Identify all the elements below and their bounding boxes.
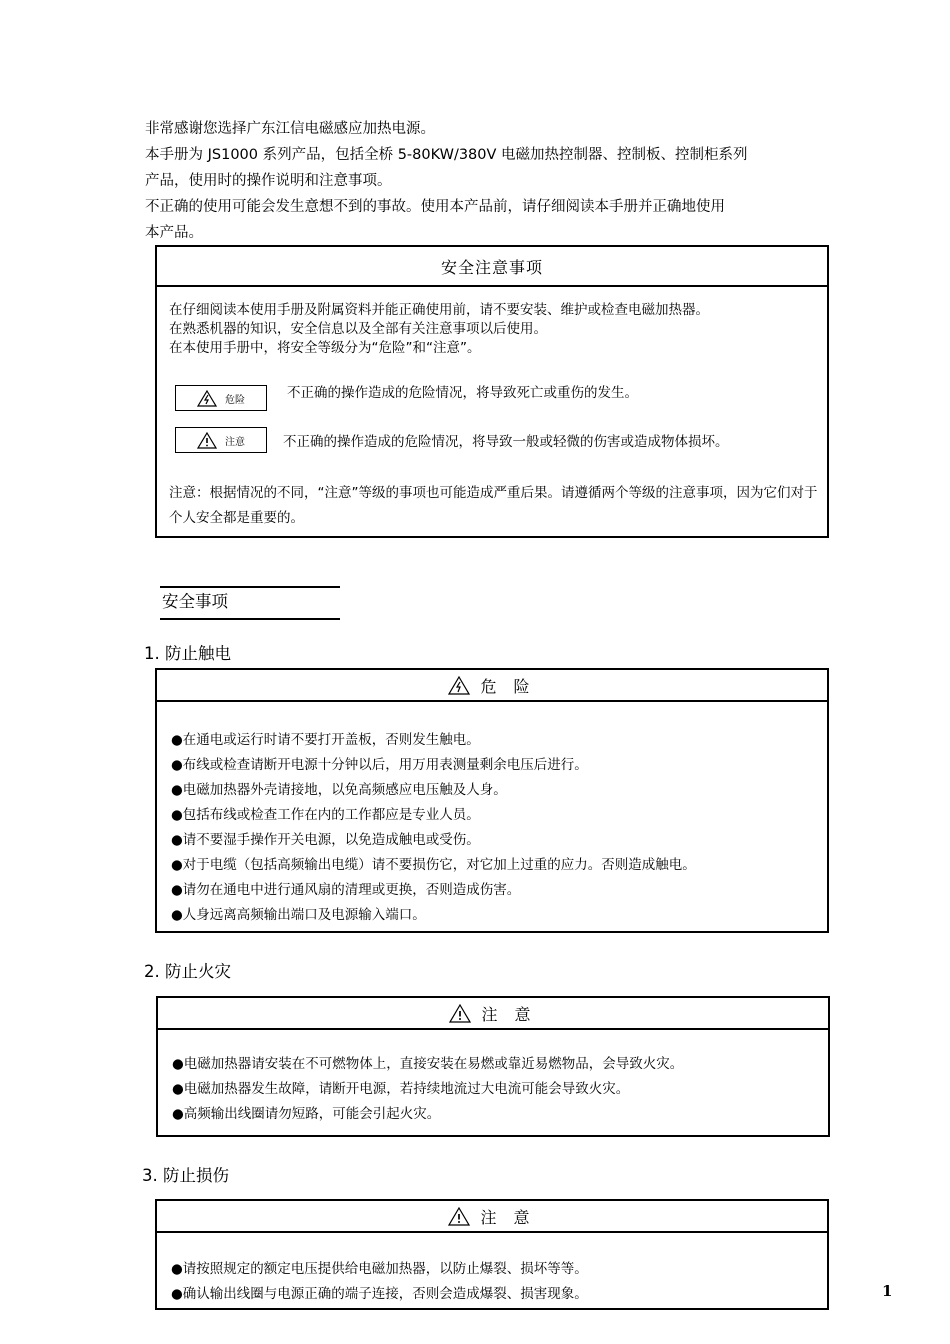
caution-box-title: [158, 998, 828, 1030]
list-item: ●确认输出线圈与电源正确的端子连接，否则会造成爆裂、损害现象。: [171, 1286, 588, 1302]
caution-box-fire: [156, 996, 830, 1137]
danger-box-title-text: 危 险: [480, 676, 536, 696]
list-item: ●在通电或运行时请不要打开盖板，否则发生触电。: [171, 732, 480, 748]
caution-level-row: [175, 427, 729, 453]
intro-text: [145, 116, 825, 246]
safety-notice-title: 安全注意事项: [157, 247, 827, 287]
intro-line: 非常感谢您选择广东江信电磁感应加热电源。: [145, 121, 435, 137]
notice-footer: 注意：根据情况的不同，“注意”等级的事项也可能造成严重后果。请遵循两个等级的注意事项，因为它们对于个人安全都是重要的。: [169, 485, 818, 526]
danger-description: 不正确的操作造成的危险情况，将导致死亡或重伤的发生。: [287, 385, 638, 401]
safety-notice-box: [155, 245, 829, 538]
fire-precautions-list: [158, 1052, 828, 1127]
caution-badge-label: 注意: [225, 436, 245, 448]
list-item: ●人身远离高频输出端口及电源输入端口。: [171, 907, 426, 923]
subsection-heading-shock: 1. 防止触电: [144, 644, 231, 663]
intro-line: 本产品。: [145, 225, 203, 241]
list-item: ●请勿在通电中进行通风扇的清理或更换，否则造成伤害。: [171, 882, 521, 898]
danger-level-row: [175, 385, 638, 411]
list-item: ●对于电缆（包括高频输出电缆）请不要损伤它，对它加上过重的应力。否则造成触电。: [171, 857, 696, 873]
warning-icon: [448, 1207, 470, 1226]
caution-box-title: [157, 1201, 827, 1233]
list-item: ●请不要湿手操作开关电源，以免造成触电或受伤。: [171, 832, 480, 848]
shock-precautions-list: [157, 728, 827, 928]
danger-box-title: [157, 670, 827, 702]
notice-line: 在仔细阅读本使用手册及附属资料并能正确使用前，请不要安装、维护或检查电磁加热器。: [169, 302, 709, 318]
subsection-heading-fire: 2. 防止火灾: [144, 962, 231, 981]
notice-line: 在熟悉机器的知识，安全信息以及全部有关注意事项以后使用。: [169, 321, 547, 337]
safety-notice-intro: [157, 287, 827, 358]
list-item: ●请按照规定的额定电压提供给电磁加热器，以防止爆裂、损坏等等。: [171, 1261, 588, 1277]
caution-description: 不正确的操作造成的危险情况，将导致一般或轻微的伤害或造成物体损坏。: [283, 434, 729, 450]
subsection-heading-damage: 3. 防止损伤: [142, 1166, 229, 1185]
danger-badge-label: 危险: [225, 394, 245, 406]
danger-badge: [175, 385, 267, 411]
intro-line: 本手册为 JS1000 系列产品，包括全桥 5-80KW/380V 电磁加热控制器、控制板、控制柜系列: [145, 147, 748, 163]
warning-icon: [449, 1004, 471, 1023]
list-item: ●高频输出线圈请勿短路，可能会引起火灾。: [172, 1106, 441, 1122]
list-item: ●电磁加热器请安装在不可燃物体上，直接安装在易燃或靠近易燃物品，会导致火灾。: [172, 1056, 684, 1072]
caution-badge: [175, 427, 267, 453]
caution-box-damage: [155, 1199, 829, 1310]
list-item: ●包括布线或检查工作在内的工作都应是专业人员。: [171, 807, 480, 823]
notice-line: 在本使用手册中，将安全等级分为“危险”和“注意”。: [169, 340, 481, 356]
list-item: ●布线或检查请断开电源十分钟以后，用万用表测量剩余电压后进行。: [171, 757, 588, 773]
danger-box-shock: [155, 668, 829, 933]
caution-box-title-text: 注 意: [481, 1004, 537, 1024]
caution-box-title-text: 注 意: [480, 1207, 536, 1227]
intro-line: 不正确的使用可能会发生意想不到的事故。使用本产品前，请仔细阅读本手册并正确地使用: [145, 199, 725, 215]
list-item: ●电磁加热器发生故障，请断开电源，若持续地流过大电流可能会导致火灾。: [172, 1081, 630, 1097]
page-number: 1: [882, 1282, 893, 1300]
electric-hazard-icon: [448, 676, 470, 695]
electric-hazard-icon: [197, 390, 217, 407]
intro-line: 产品，使用时的操作说明和注意事项。: [145, 173, 392, 189]
damage-precautions-list: [157, 1257, 827, 1307]
list-item: ●电磁加热器外壳请接地，以免高频感应电压触及人身。: [171, 782, 507, 798]
section-title: 安全事项: [160, 586, 340, 620]
warning-icon: [197, 432, 217, 449]
